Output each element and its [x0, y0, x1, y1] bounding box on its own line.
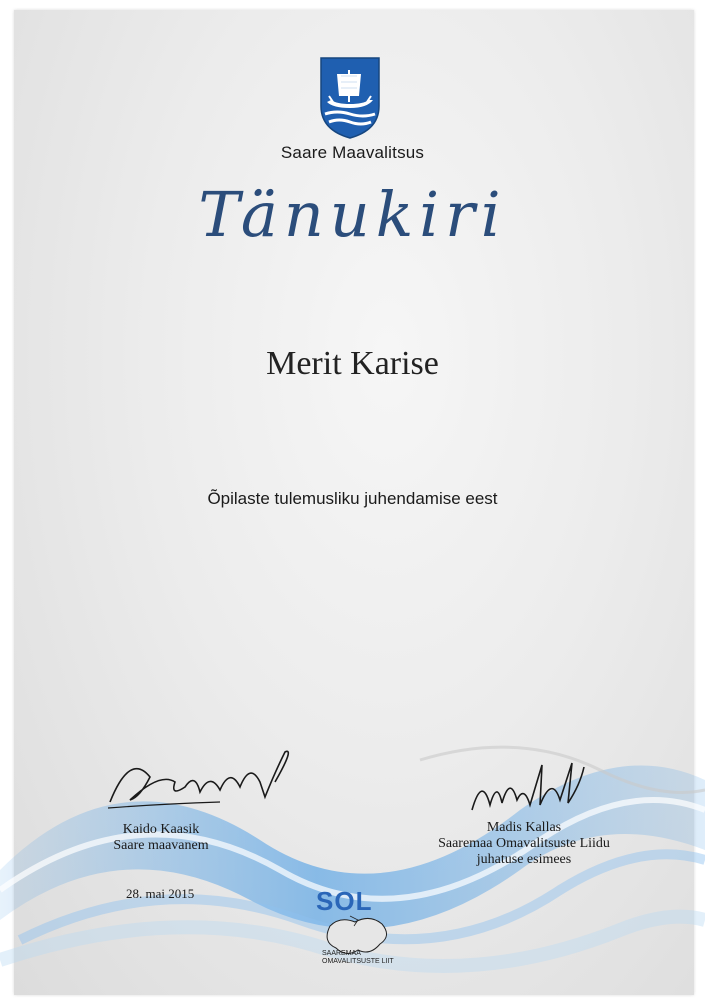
sol-logo-line2: OMAVALITSUSTE LIIT — [322, 958, 394, 965]
signatory-left — [106, 822, 216, 854]
issue-date: 28. mai 2015 — [126, 886, 195, 901]
signature-left — [100, 742, 300, 822]
certificate-title: Tänukiri — [198, 178, 507, 251]
signatory-left-title: Saare maavanem — [113, 838, 209, 853]
signatory-left-name: Kaido Kaasik — [122, 822, 200, 837]
recipient-name: Merit Karise — [266, 345, 439, 382]
signatory-right-title-line2: juhatuse esimees — [476, 852, 572, 867]
signatory-right-name: Madis Kallas — [486, 820, 562, 835]
viking-ship-crest-icon — [319, 56, 381, 140]
signatory-right — [420, 820, 628, 868]
signature-right — [462, 755, 592, 825]
signatory-right-title-line1: Saaremaa Omavalitsuste Liidu — [438, 836, 610, 851]
issuer-name: Saare Maavalitsus — [280, 143, 425, 162]
award-reason: Õpilaste tulemusliku juhendamise eest — [207, 489, 498, 508]
sol-logo-abbreviation: SOL — [316, 886, 373, 916]
sol-logo-line1: SAAREMAA — [322, 950, 361, 957]
sol-logo-name — [322, 950, 412, 966]
